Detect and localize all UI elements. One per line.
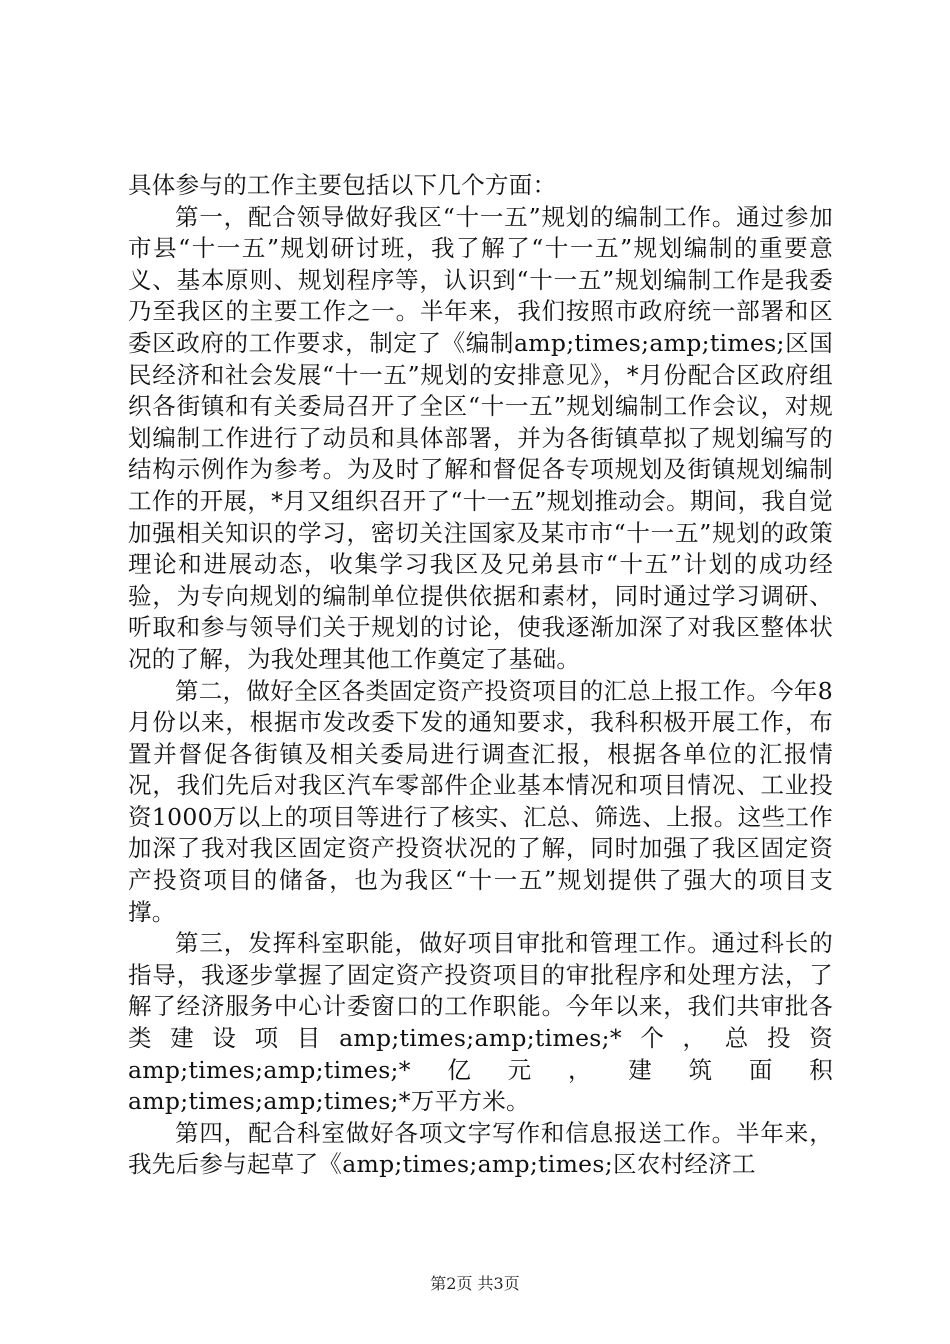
paragraph-intro: 具体参与的工作主要包括以下几个方面：: [128, 171, 557, 199]
paragraph-third: 第三，发挥科室职能，做好项目审批和管理工作。通过科长的指导，我逐步掌握了固定资产投资项目的审批程序和处理方法，了解了经济服务中心计委窗口的工作职能。今年以来，我们共审批各类建设项目amp;times;amp;times;*个，总投资amp;times;amp;times;*亿元，建筑面积amp;times;amp;times;*万平方米。: [128, 929, 833, 1116]
document-body: [128, 170, 833, 1181]
paragraph-second: 第二，做好全区各类固定资产投资项目的汇总上报工作。今年8月份以来，根据市发改委下发的通知要求，我科积极开展工作，布置并督促各街镇及相关委局进行调查汇报，根据各单位的汇报情况，我们先后对我区汽车零部件企业基本情况和项目情况、工业投资1000万以上的项目等进行了核实、汇总、筛选、上报。这些工作加深了我对我区固定资产投资状况的了解，同时加强了我区固定资产投资项目的储备，也为我区“十一五”规划提供了强大的项目支撑。: [128, 676, 833, 926]
paragraph-first: 第一，配合领导做好我区“十一五”规划的编制工作。通过参加市县“十一五”规划研讨班，我了解了“十一五”规划编制的重要意义、基本原则、规划程序等，认识到“十一五”规划编制工作是我委乃至我区的主要工作之一。半年来，我们按照市政府统一部署和区委区政府的工作要求，制定了《编制amp;times;amp;times;区国民经济和社会发展“十一五”规划的安排意见》，*月份配合区政府组织各街镇和有关委局召开了全区“十一五”规划编制工作会议，对规划编制工作进行了动员和具体部署，并为各街镇草拟了规划编写的结构示例作为参考。为及时了解和督促各专项规划及街镇规划编制工作的开展，*月又组织召开了“十一五”规划推动会。期间，我自觉加强相关知识的学习，密切关注国家及某市市“十一五”规划的政策理论和进展动态，收集学习我区及兄弟县市“十五”计划的成功经验，为专向规划的编制单位提供依据和素材，同时通过学习调研、听取和参与领导们关于规划的讨论，使我逐渐加深了对我区整体状况的了解，为我处理其他工作奠定了基础。: [128, 202, 833, 673]
paragraph-fourth: 第四，配合科室做好各项文字写作和信息报送工作。半年来，我先后参与起草了《amp;times;amp;times;区农村经济工: [128, 1118, 833, 1179]
page-number-footer: 第2页 共3页: [430, 1274, 520, 1293]
